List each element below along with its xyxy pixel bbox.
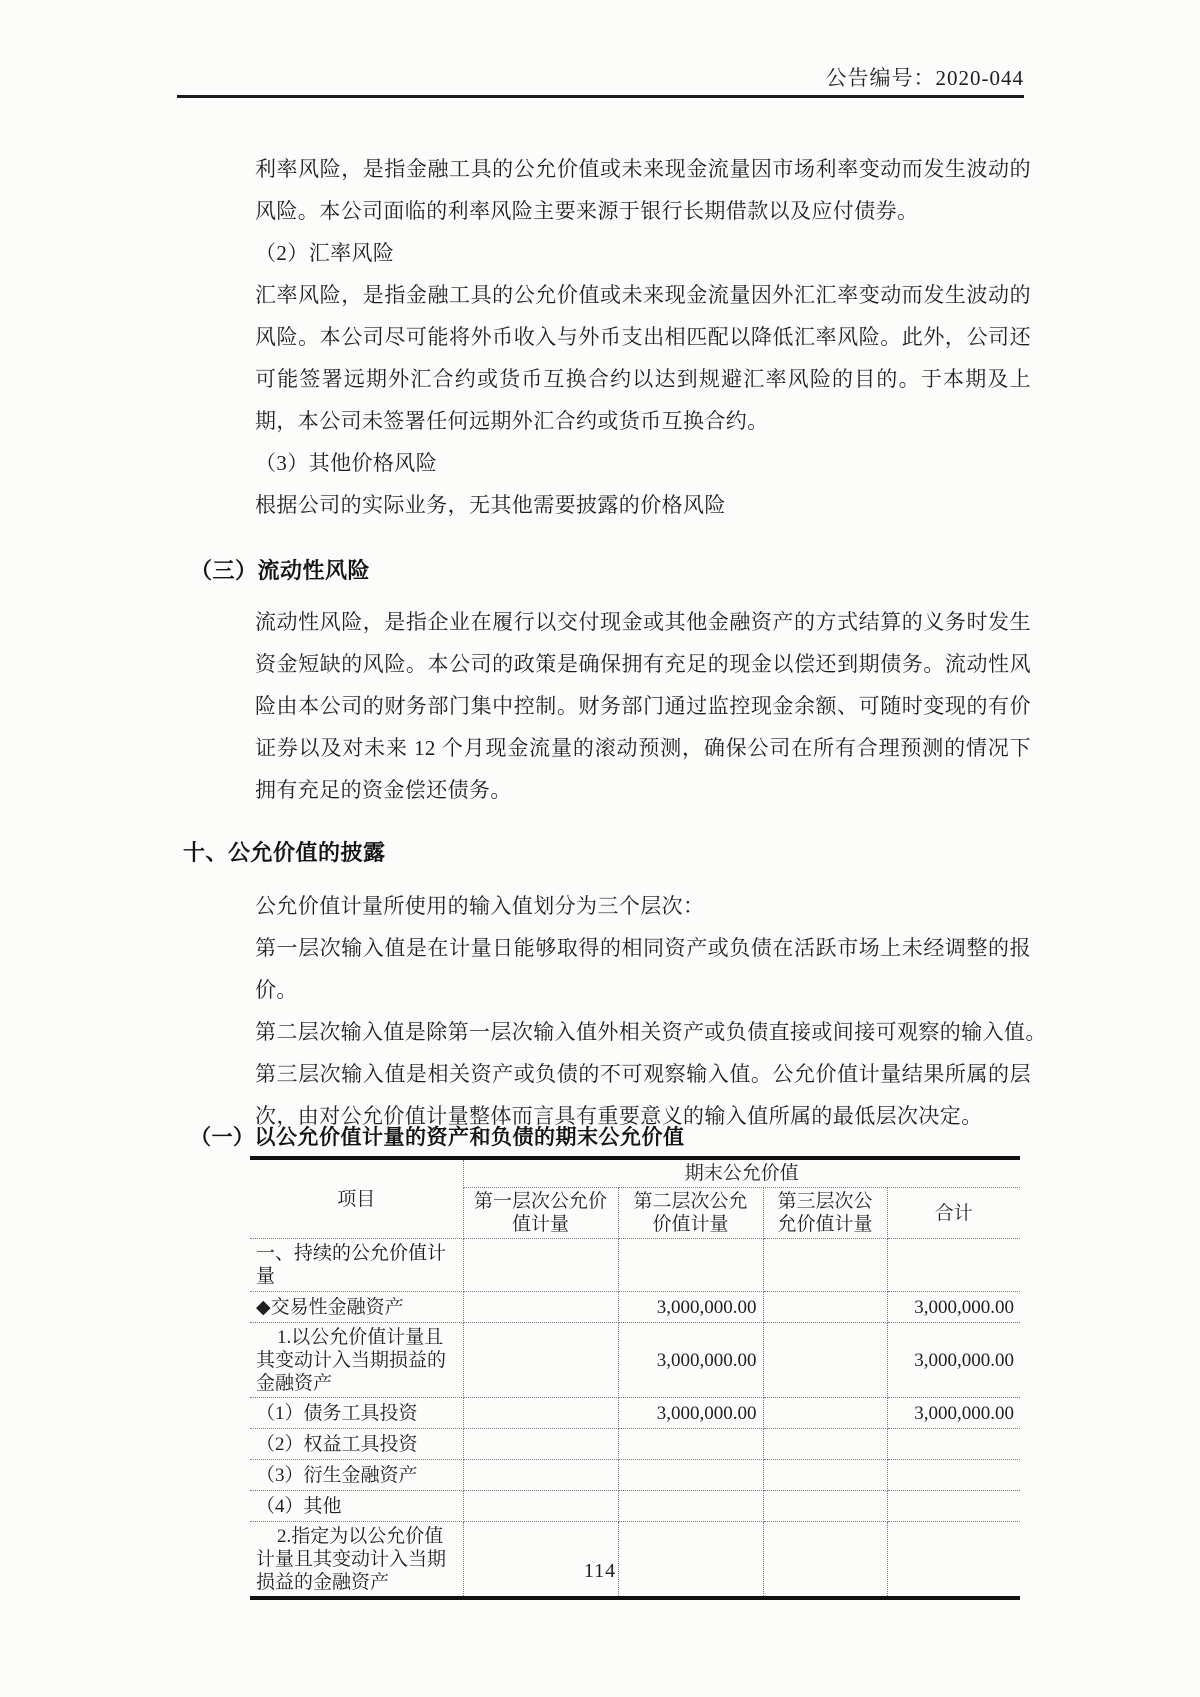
column-header-level2: 第二层次公允价值计量 [618,1188,763,1239]
cell-item-label: （3）衍生金融资产 [250,1460,463,1491]
table-row [250,1323,1020,1398]
cell-total-value [887,1460,1020,1491]
cell-item-label: ◆交易性金融资产 [250,1292,463,1323]
cell-item-label: （2）权益工具投资 [250,1429,463,1460]
subheading-other-price-risk: （3）其他价格风险 [255,451,438,475]
cell-level1-value [463,1323,618,1398]
cell-item-label: 2.指定为以公允价值计量且其变动计入当期损益的金融资产 [250,1522,463,1599]
table-row [250,1239,1020,1292]
table-row [250,1429,1020,1460]
para-fx-risk: 汇率风险，是指金融工具的公允价值或未来现金流量因外汇汇率变动而发生波动的风险。本公司尽可能将外币收入与外币支出相匹配以降低汇率风险。此外，公司还可能签署远期外汇合约或货币互换合约以达到规避汇率风险的目的。于本期及上期，本公司未签署任何远期外汇合约或货币互换合约。 [255,283,1031,433]
heading-liquidity-risk: （三）流动性风险 [190,558,371,583]
cell-item-label: （4）其他 [250,1491,463,1522]
page-number: 114 [583,1560,617,1582]
cell-level2-value [618,1429,763,1460]
cell-level3-value [763,1323,887,1398]
fair-value-table [250,1156,1020,1600]
para-liquidity-risk: 流动性风险，是指企业在履行以交付现金或其他金融资产的方式结算的义务时发生资金短缺的风险。本公司的政策是确保拥有充足的现金以偿还到期债务。流动性风险由本公司的财务部门集中控制。财务部门通过监控现金余额、可随时变现的有价证券以及对未来 12 个月现金流量的滚动预测，确保公司在所有合理预测的情况下拥有充足的资金偿还债务。 [255,610,1031,802]
subheading-fx-risk: （2）汇率风险 [255,241,395,265]
cell-level2-value [618,1491,763,1522]
para-other-price-risk: 根据公司的实际业务，无其他需要披露的价格风险 [255,493,726,517]
notice-number: 公告编号：2020-044 [825,66,1024,90]
cell-level3-value [763,1398,887,1429]
column-header-total: 合计 [887,1188,1020,1239]
cell-level1-value [463,1239,618,1292]
cell-item-label: 1.以公允价值计量且其变动计入当期损益的金融资产 [250,1323,463,1398]
cell-level3-value [763,1239,887,1292]
cell-total-value: 3,000,000.00 [887,1292,1020,1323]
column-header-period-end-fv: 期末公允价值 [463,1158,1020,1188]
cell-level2-value: 3,000,000.00 [618,1292,763,1323]
para-interest-rate-risk: 利率风险，是指金融工具的公允价值或未来现金流量因市场利率变动而发生波动的风险。本公司面临的利率风险主要来源于银行长期借款以及应付债券。 [255,157,1031,223]
cell-total-value: 3,000,000.00 [887,1323,1020,1398]
cell-level2-value [618,1239,763,1292]
cell-level1-value [463,1429,618,1460]
heading-fair-value-table: （一）以公允价值计量的资产和负债的期末公允价值 [190,1125,685,1149]
header-divider [177,95,1024,98]
cell-level2-value [618,1460,763,1491]
cell-level1-value [463,1460,618,1491]
column-header-level3: 第三层次公允价值计量 [763,1188,887,1239]
para-fv-level3: 第三层次输入值是相关资产或负债的不可观察输入值。公允价值计量结果所属的层次，由对公允价值计量整体而言具有重要意义的输入值所属的最低层次决定。 [255,1062,1031,1128]
table-row [250,1460,1020,1491]
cell-total-value [887,1491,1020,1522]
table-row [250,1491,1020,1522]
cell-level2-value: 3,000,000.00 [618,1323,763,1398]
para-fv-levels-intro: 公允价值计量所使用的输入值划分为三个层次： [255,894,705,918]
cell-level1-value [463,1398,618,1429]
cell-level3-value [763,1460,887,1491]
cell-level3-value [763,1429,887,1460]
table-header-group-row [250,1158,1020,1188]
cell-level1-value [463,1292,618,1323]
column-header-level1: 第一层次公允价值计量 [463,1188,618,1239]
para-fv-level1: 第一层次输入值是在计量日能够取得的相同资产或负债在活跃市场上未经调整的报价。 [255,936,1031,1002]
cell-total-value: 3,000,000.00 [887,1398,1020,1429]
table-row [250,1292,1020,1323]
table-row [250,1398,1020,1429]
cell-item-label: 一、持续的公允价值计量 [250,1239,463,1292]
cell-level2-value: 3,000,000.00 [618,1398,763,1429]
heading-fair-value-disclosure: 十、公允价值的披露 [183,840,386,865]
cell-level3-value [763,1292,887,1323]
cell-level1-value [463,1491,618,1522]
cell-total-value [887,1239,1020,1292]
para-fv-level2: 第二层次输入值是除第一层次输入值外相关资产或负债直接或间接可观察的输入值。 [255,1020,1047,1044]
cell-total-value [887,1429,1020,1460]
cell-item-label: （1）债务工具投资 [250,1398,463,1429]
column-header-item: 项目 [250,1158,463,1239]
cell-level3-value [763,1491,887,1522]
